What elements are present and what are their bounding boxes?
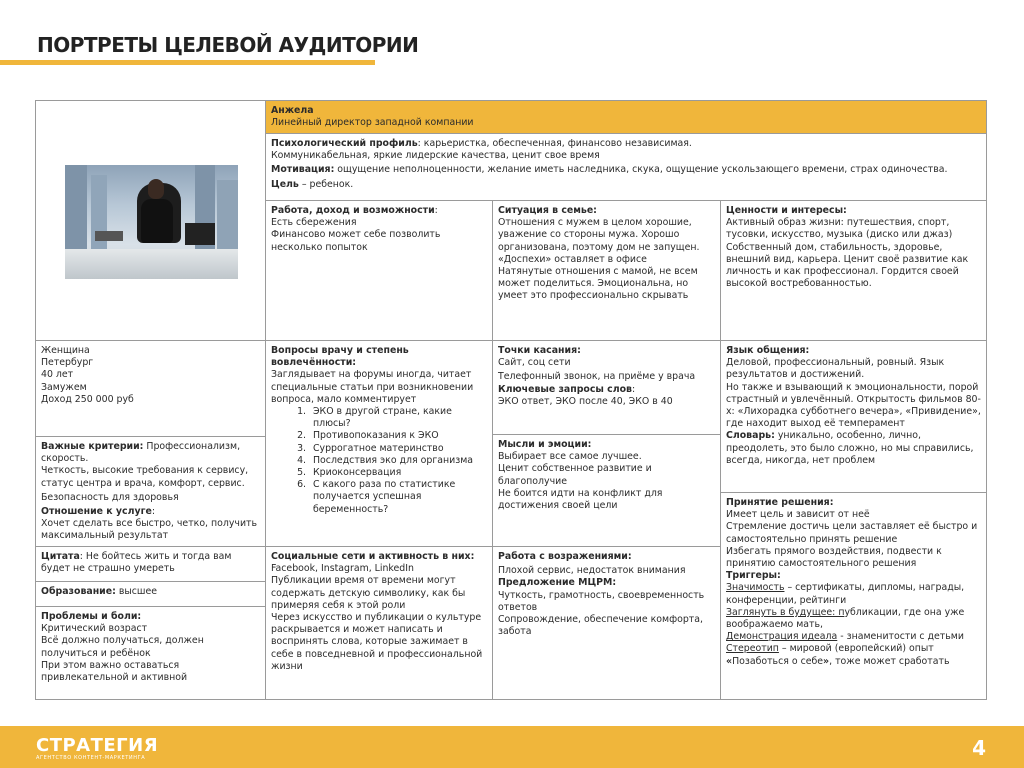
persona-name: Анжела: [271, 105, 314, 116]
work-title: Работа, доход и возможности: [271, 205, 435, 216]
education-label: Образование:: [41, 586, 116, 597]
problems-cell: [35, 606, 266, 700]
brand-tagline: АГЕНТСТВО КОНТЕНТ-МАРКЕТИНГА: [36, 755, 146, 761]
question-item: 4. Последствия эко для организма: [309, 455, 487, 467]
quote-text: : Не бойтесь жить и тогда вам будет не страшно умереть: [41, 551, 232, 575]
education-cell: [35, 581, 266, 607]
thoughts-title: Мысли и эмоции:: [498, 439, 592, 450]
title-underline: [0, 60, 375, 65]
trigger-stereotype: Стереотип: [726, 643, 779, 655]
persona-role: Линейный директор западной компании: [271, 117, 474, 129]
quote-cell: [35, 546, 266, 582]
problems-line-2: Всё должно получаться, должен получиться и ребёнок: [41, 635, 204, 659]
work-colon: :: [434, 205, 438, 216]
values-title: Ценности и интересы:: [726, 205, 847, 216]
values-line-1: Активный образ жизни: путешествия, спорт, тусовки, искусство, музыка (диско или джаз): [726, 217, 953, 241]
thoughts-line-1: Выбирает все самое лучшее.: [498, 451, 642, 463]
quote-label: Цитата: [41, 551, 80, 562]
demo-city: Петербург: [41, 357, 94, 369]
demographics-cell: [35, 340, 266, 437]
decision-line-3: Избегать прямого воздействия, подвести к принятию самостоятельного решения: [726, 545, 942, 570]
psych-label: Психологический профиль: [271, 138, 418, 149]
trigger-ideal-text: - знаменитости с детьми: [837, 631, 964, 643]
values-cell: [720, 200, 987, 341]
thoughts-line-3: Не боится идти на конфликт для достижения своей цели: [498, 487, 663, 512]
triggers-label: Триггеры:: [726, 570, 781, 582]
questions-title: Вопросы врачу и степень вовлечённости:: [271, 345, 409, 369]
criteria-text-3: Безопасность для здоровья: [41, 491, 179, 503]
brand-logo: СТРАТЕГИЯ: [36, 735, 159, 756]
social-line-2: Публикации время от времени могут содержать детскую символику, как бы примеряя себя к этой роли: [271, 575, 466, 611]
criteria-text-1: Профессионализм, скорость.: [41, 441, 241, 465]
psych-profile-cell: [265, 133, 987, 201]
motivation-text: ощущение неполноценности, желание иметь наследника, скука, ощущение ускользающего времени, страх одиночества.: [334, 164, 948, 176]
service-colon: :: [151, 506, 156, 518]
page-number: 4: [972, 736, 986, 760]
demo-marital: Замужем: [41, 381, 87, 393]
decision-title: Принятие решения:: [726, 497, 834, 508]
question-item: 5. Криоконсервация: [309, 467, 487, 479]
touchpoints-title: Точки касания:: [498, 345, 581, 356]
footer-bar: [0, 726, 1024, 768]
dictionary-text: уникально, особенно, лично, преодолеть, это было сложно, но мы справились, всегда, никогда, нет проблем: [726, 430, 974, 466]
family-line-2: Натянутые отношения с мамой, не всем может поделиться. Эмоциональна, но умеет это профессионально скрывать: [498, 266, 698, 302]
photo-cell: [35, 100, 266, 341]
family-title: Ситуация в семье:: [498, 205, 597, 216]
criteria-cell: [35, 436, 266, 547]
social-line-1: Facebook, Instagram, LinkedIn: [271, 563, 414, 575]
language-title: Язык общения:: [726, 345, 810, 356]
objections-title: Работа с возражениями:: [498, 551, 632, 562]
criteria-text-2: Четкость, высокие требования к сервису, статус центра и врача, комфорт, сервис.: [41, 465, 249, 489]
trigger-significance: Значимость: [726, 582, 785, 594]
trigger-self-care: Позаботься о себе: [732, 655, 824, 667]
persona-photo: [65, 165, 238, 279]
keywords-colon: :: [631, 383, 636, 395]
trigger-future-text: убликации, где она уже воображаемо мать,: [726, 606, 965, 631]
keywords-text: ЭКО ответ, ЭКО после 40, ЭКО в 40: [498, 395, 673, 407]
service-text: Хочет сделать все быстро, четко, получить максимальный результат: [41, 518, 258, 542]
family-line-1: Отношения с мужем в целом хорошие, уважение со стороны мужа. Хорошо организована, поэтому дом не запущен. «Доспехи» оставляет в офисе: [498, 217, 700, 265]
problems-line-1: Критический возраст: [41, 623, 148, 635]
criteria-title: Важные критерии:: [41, 441, 144, 452]
values-line-2: Собственный дом, стабильность, здоровье, внешний вид, карьера. Ценит своё развитие как личность и как профессионал. Гордится своей высокой востребованностью.: [726, 241, 969, 290]
questions-list: [271, 406, 487, 516]
social-title: Социальные сети и активность в них:: [271, 551, 475, 562]
motivation-label: Мотивация:: [271, 164, 335, 176]
psych-text: : карьеристка, обеспеченная, финансово независимая.: [417, 138, 692, 149]
decision-line-2: Стремление достичь цели заставляет её быстро и самостоятельно принять решение: [726, 521, 978, 545]
thoughts-cell: [492, 434, 721, 547]
trigger-ideal: Демонстрация идеала: [726, 631, 838, 643]
work-line-2: Финансово может себе позволить несколько попыток: [271, 229, 441, 253]
objections-line-1: Плохой сервис, недостаток внимания: [498, 565, 686, 577]
social-line-3: Через искусство и публикации о культуре раскрывается и может написать и воспринять слова, которые зажимает в себе в повседневной и профессиональной жизни: [271, 612, 483, 672]
keywords-label: Ключевые запросы слов: [498, 383, 632, 395]
demo-income: Доход 250 000 руб: [41, 393, 134, 405]
objections-line-3: Сопровождение, обеспечение комфорта, забота: [498, 614, 703, 638]
language-line-2: Но также и взывающий к эмоциональности, порой страстный и увлечённый. Открытость фильмов 80-х: «Лихорадка субботнего вечера», «Привидение», где находит выход её темперамент: [726, 381, 981, 430]
questions-intro: Заглядывает на форумы иногда, читает специальные статьи при возникновении вопроса, мало комментирует: [271, 369, 474, 405]
goal-label: Цель: [271, 178, 299, 190]
touchpoints-cell: [492, 340, 721, 435]
goal-text: – ребенок.: [298, 178, 354, 190]
question-item: 2. Противопоказания к ЭКО: [309, 430, 487, 442]
psych-text-2: Коммуникабельная, яркие лидерские качества, ценит свое время: [271, 150, 600, 162]
objections-line-2: Чуткость, грамотность, своевременность ответов: [498, 589, 705, 613]
dictionary-label: Словарь:: [726, 430, 775, 442]
work-cell: [265, 200, 493, 341]
usp-label: Предложение МЦРМ:: [498, 577, 617, 589]
trigger-stereotype-text: – мировой (европейский) опыт: [778, 643, 934, 655]
page-title: ПОРТРЕТЫ ЦЕЛЕВОЙ АУДИТОРИИ: [37, 33, 419, 57]
language-line-1: Деловой, профессиональный, ровный. Язык результатов и достижений.: [726, 357, 945, 381]
touchpoints-line-2: Телефонный звонок, на приёме у врача: [498, 371, 696, 383]
education-text: высшее: [115, 586, 158, 597]
service-label: Отношение к услуге: [41, 506, 152, 518]
social-cell: [265, 546, 493, 700]
language-cell: [720, 340, 987, 493]
persona-table: [35, 100, 987, 700]
question-item: 1. ЭКО в другой стране, какие плюсы?: [309, 406, 487, 430]
work-line-1: Есть сбережения: [271, 217, 357, 229]
problems-line-3: При этом важно оставаться привлекательной и активной: [41, 659, 188, 684]
trigger-self-care-rest: , тоже может сработать: [829, 655, 950, 667]
question-item: 3. Суррогатное материнство: [309, 443, 487, 455]
decision-cell: [720, 492, 987, 700]
persona-header: [265, 100, 987, 134]
trigger-future: Заглянуть в будущее: п: [726, 606, 845, 618]
touchpoints-line-1: Сайт, соц сети: [498, 357, 571, 369]
family-cell: [492, 200, 721, 341]
problems-title: Проблемы и боли:: [41, 611, 142, 622]
trigger-quote-close: »: [823, 655, 830, 667]
trigger-significance-text: – сертификаты, дипломы, награды, конференции, рейтинги: [726, 582, 965, 606]
question-item: 6. С какого раза по статистике получается успешная беременность?: [309, 479, 487, 516]
questions-cell: [265, 340, 493, 547]
demo-gender: Женщина: [41, 345, 90, 356]
decision-line-1: Имеет цель и зависит от неё: [726, 509, 870, 521]
objections-cell: [492, 546, 721, 700]
trigger-quote-open: «: [726, 655, 733, 667]
thoughts-line-2: Ценит собственное развитие и благополучие: [498, 463, 652, 487]
demo-age: 40 лет: [41, 369, 74, 381]
